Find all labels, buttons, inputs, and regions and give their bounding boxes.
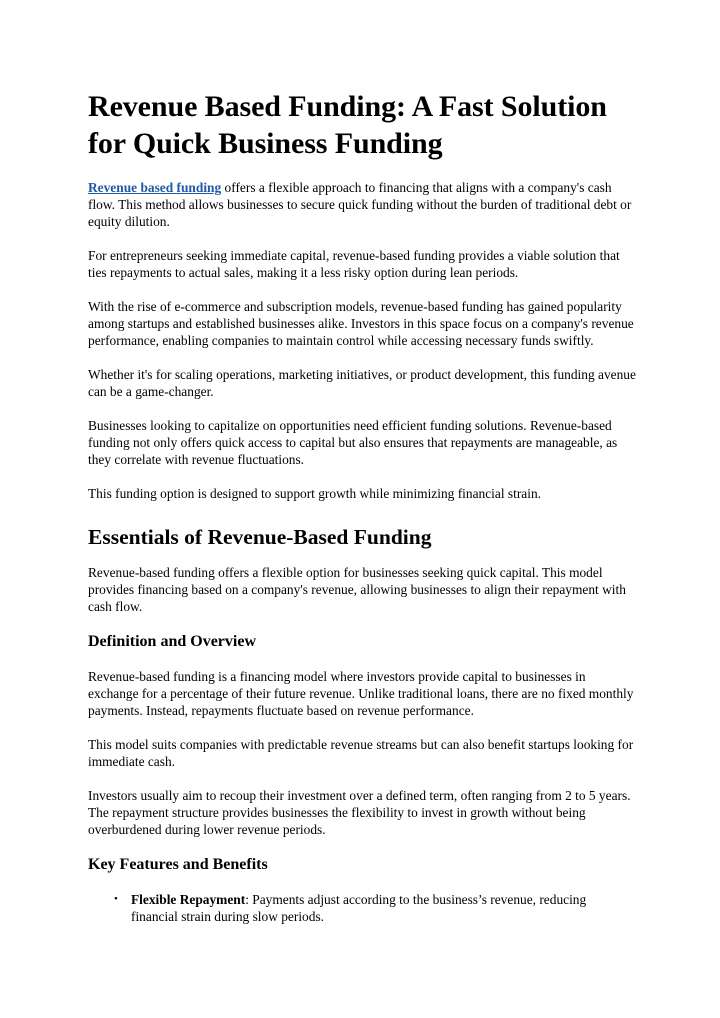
definition-paragraph-model: Revenue-based funding is a financing model where investors provide capital to businesses in exchange for a percentage of their future revenue. Unlike traditional loans, there are no fixed monthly payments. Instead, repayments fluctuate based on revenue performance. xyxy=(88,669,634,718)
feature-text: : Payments adjust according to the business’s revenue, reducing financial strain during slow periods. xyxy=(131,892,587,924)
paragraph-opportunities: Businesses looking to capitalize on opportunities need efficient funding solutions. Revenue-based funding not only offers quick access to capital but also ensures that repayments are manageable, as they correlate with revenue fluctuations. xyxy=(88,418,618,467)
paragraph-entrepreneurs: For entrepreneurs seeking immediate capital, revenue-based funding provides a viable solution that ties repayments to actual sales, making it a less risky option during lean periods. xyxy=(88,248,620,280)
feature-label: Flexible Repayment xyxy=(131,892,246,907)
page-title: Revenue Based Funding: A Fast Solution for Quick Business Funding xyxy=(88,90,607,160)
features-list xyxy=(88,891,636,925)
document-page xyxy=(88,88,636,925)
intro-paragraph xyxy=(88,179,636,230)
section-heading-essentials: Essentials of Revenue-Based Funding xyxy=(88,525,432,549)
paragraph-ecommerce: With the rise of e-commerce and subscription models, revenue-based funding has gained popularity among startups and established businesses alike. Investors in this space focus on a company's revenue performance, enabling companies to maintain control while accessing necessary funds swiftly. xyxy=(88,299,634,348)
bullet-icon: • xyxy=(114,893,118,905)
intro-paragraph-text: offers a flexible approach to financing that aligns with a company's cash flow. This method allows businesses to secure quick funding without the burden of traditional debt or equity dilution. xyxy=(88,180,632,229)
list-item xyxy=(88,891,636,925)
paragraph-growth: This funding option is designed to support growth while minimizing financial strain. xyxy=(88,486,541,501)
subsection-heading-features: Key Features and Benefits xyxy=(88,856,268,873)
definition-paragraph-suits: This model suits companies with predictable revenue streams but can also benefit startups looking for immediate cash. xyxy=(88,737,634,769)
revenue-based-funding-link[interactable]: Revenue based funding xyxy=(88,180,222,195)
essentials-intro-paragraph: Revenue-based funding offers a flexible option for businesses seeking quick capital. This model provides financing based on a company's revenue, allowing businesses to align their repayment with cash flow. xyxy=(88,565,626,614)
definition-paragraph-investors: Investors usually aim to recoup their investment over a defined term, often ranging from 2 to 5 years. The repayment structure provides businesses the flexibility to invest in growth without being overburdened during lower revenue periods. xyxy=(88,788,631,837)
paragraph-scaling: Whether it's for scaling operations, marketing initiatives, or product development, this funding avenue can be a game-changer. xyxy=(88,367,636,399)
subsection-heading-definition: Definition and Overview xyxy=(88,633,256,650)
